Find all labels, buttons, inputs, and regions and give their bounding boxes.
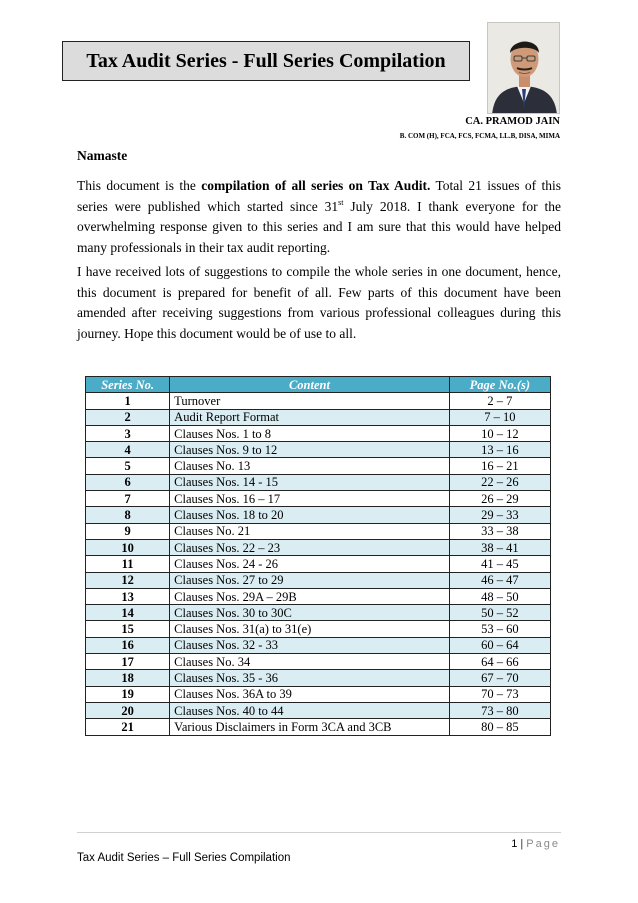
table-row	[86, 572, 551, 588]
series-number-cell: 11	[86, 556, 170, 572]
page-range-cell: 38 – 41	[449, 539, 550, 555]
table-header-row	[86, 377, 551, 393]
page-range-cell: 48 – 50	[449, 588, 550, 604]
content-cell: Clauses Nos. 27 to 29	[170, 572, 450, 588]
page-range-cell: 26 – 29	[449, 491, 550, 507]
table-row	[86, 605, 551, 621]
table-row	[86, 458, 551, 474]
suggestions-paragraph: I have received lots of suggestions to compile the whole series in one document, hence, this document is prepared for benefit of all. Few parts of this document have been amended after receiving suggestions from various professional colleagues during this journey. Hope this document would be of use to all.	[77, 264, 561, 341]
page-range-cell: 2 – 7	[449, 393, 550, 409]
content-cell: Clauses Nos. 32 - 33	[170, 637, 450, 653]
page-range-cell: 80 – 85	[449, 719, 550, 735]
page-range-cell: 13 – 16	[449, 442, 550, 458]
page-range-cell: 60 – 64	[449, 637, 550, 653]
table-row	[86, 556, 551, 572]
page-range-cell: 41 – 45	[449, 556, 550, 572]
series-number-cell: 12	[86, 572, 170, 588]
page-range-cell: 10 – 12	[449, 425, 550, 441]
document-title: Tax Audit Series - Full Series Compilation	[62, 41, 470, 81]
header-series-no: Series No.	[86, 377, 170, 393]
content-cell: Turnover	[170, 393, 450, 409]
author-photo	[487, 22, 560, 114]
intro-text-1: This document is the	[77, 178, 202, 193]
page-range-cell: 46 – 47	[449, 572, 550, 588]
content-cell: Clauses Nos. 18 to 20	[170, 507, 450, 523]
page-separator: |	[520, 838, 524, 850]
page-range-cell: 64 – 66	[449, 654, 550, 670]
author-name: CA. PRAMOD JAIN	[465, 116, 560, 127]
page-range-cell: 53 – 60	[449, 621, 550, 637]
intro-text-3: July 2018. I thank everyone for the overwhelming response given to this series and I am sure that this would have helped many professionals in their tax audit reporting.	[77, 198, 561, 255]
content-cell: Clauses Nos. 1 to 8	[170, 425, 450, 441]
page-range-cell: 50 – 52	[449, 605, 550, 621]
page-range-cell: 67 – 70	[449, 670, 550, 686]
series-number-cell: 8	[86, 507, 170, 523]
page-range-cell: 22 – 26	[449, 474, 550, 490]
header-content: Content	[170, 377, 450, 393]
page-range-cell: 33 – 38	[449, 523, 550, 539]
series-number-cell: 3	[86, 425, 170, 441]
series-number-cell: 15	[86, 621, 170, 637]
page-range-cell: 73 – 80	[449, 702, 550, 718]
content-cell: Clauses Nos. 16 – 17	[170, 491, 450, 507]
content-cell: Clauses No. 34	[170, 654, 450, 670]
footer-divider	[77, 832, 561, 833]
series-table-body	[86, 393, 551, 735]
page-range-cell: 16 – 21	[449, 458, 550, 474]
series-number-cell: 4	[86, 442, 170, 458]
series-table	[85, 376, 551, 736]
page-range-cell: 70 – 73	[449, 686, 550, 702]
table-row	[86, 507, 551, 523]
table-row	[86, 523, 551, 539]
series-number-cell: 16	[86, 637, 170, 653]
greeting: Namaste	[77, 148, 128, 163]
content-cell: Clauses Nos. 22 – 23	[170, 539, 450, 555]
table-row	[86, 442, 551, 458]
page-range-cell: 29 – 33	[449, 507, 550, 523]
table-row	[86, 637, 551, 653]
series-number-cell: 14	[86, 605, 170, 621]
series-number-cell: 18	[86, 670, 170, 686]
table-row	[86, 719, 551, 735]
ordinal-suffix: st	[338, 197, 344, 207]
table-row	[86, 702, 551, 718]
series-number-cell: 21	[86, 719, 170, 735]
author-qualifications: B. COM (H), FCA, FCS, FCMA, LL.B, DISA, MIMA	[399, 132, 560, 140]
table-row	[86, 491, 551, 507]
table-row	[86, 588, 551, 604]
content-cell: Clauses Nos. 31(a) to 31(e)	[170, 621, 450, 637]
series-number-cell: 9	[86, 523, 170, 539]
series-number-cell: 19	[86, 686, 170, 702]
content-cell: Clauses Nos. 40 to 44	[170, 702, 450, 718]
table-row	[86, 539, 551, 555]
table-row	[86, 686, 551, 702]
content-cell: Clauses Nos. 14 - 15	[170, 474, 450, 490]
intro-highlight: compilation of all series on Tax Audit.	[201, 178, 431, 193]
page-number-value: 1	[511, 838, 518, 850]
table-row	[86, 393, 551, 409]
content-cell: Clauses Nos. 36A to 39	[170, 686, 450, 702]
intro-paragraph	[77, 176, 561, 258]
series-number-cell: 2	[86, 409, 170, 425]
content-cell: Clauses Nos. 29A – 29B	[170, 588, 450, 604]
table-row	[86, 425, 551, 441]
table-row	[86, 409, 551, 425]
table-row	[86, 670, 551, 686]
page-word: Page	[526, 838, 560, 850]
series-number-cell: 10	[86, 539, 170, 555]
series-number-cell: 5	[86, 458, 170, 474]
table-row	[86, 621, 551, 637]
content-cell: Clauses No. 21	[170, 523, 450, 539]
content-cell: Clauses Nos. 35 - 36	[170, 670, 450, 686]
content-cell: Clauses Nos. 30 to 30C	[170, 605, 450, 621]
content-cell: Various Disclaimers in Form 3CA and 3CB	[170, 719, 450, 735]
series-number-cell: 20	[86, 702, 170, 718]
content-cell: Audit Report Format	[170, 409, 450, 425]
series-number-cell: 1	[86, 393, 170, 409]
content-cell: Clauses No. 13	[170, 458, 450, 474]
content-cell: Clauses Nos. 9 to 12	[170, 442, 450, 458]
table-row	[86, 474, 551, 490]
intro-text-2: Total 21 issues of this series were published which started since 31	[77, 178, 562, 214]
series-number-cell: 6	[86, 474, 170, 490]
content-cell: Clauses Nos. 24 - 26	[170, 556, 450, 572]
footer-document-title: Tax Audit Series – Full Series Compilation	[77, 852, 291, 864]
page-range-cell: 7 – 10	[449, 409, 550, 425]
series-number-cell: 17	[86, 654, 170, 670]
series-number-cell: 7	[86, 491, 170, 507]
header-page-no: Page No.(s)	[449, 377, 550, 393]
table-row	[86, 654, 551, 670]
page-number	[511, 838, 560, 850]
series-number-cell: 13	[86, 588, 170, 604]
